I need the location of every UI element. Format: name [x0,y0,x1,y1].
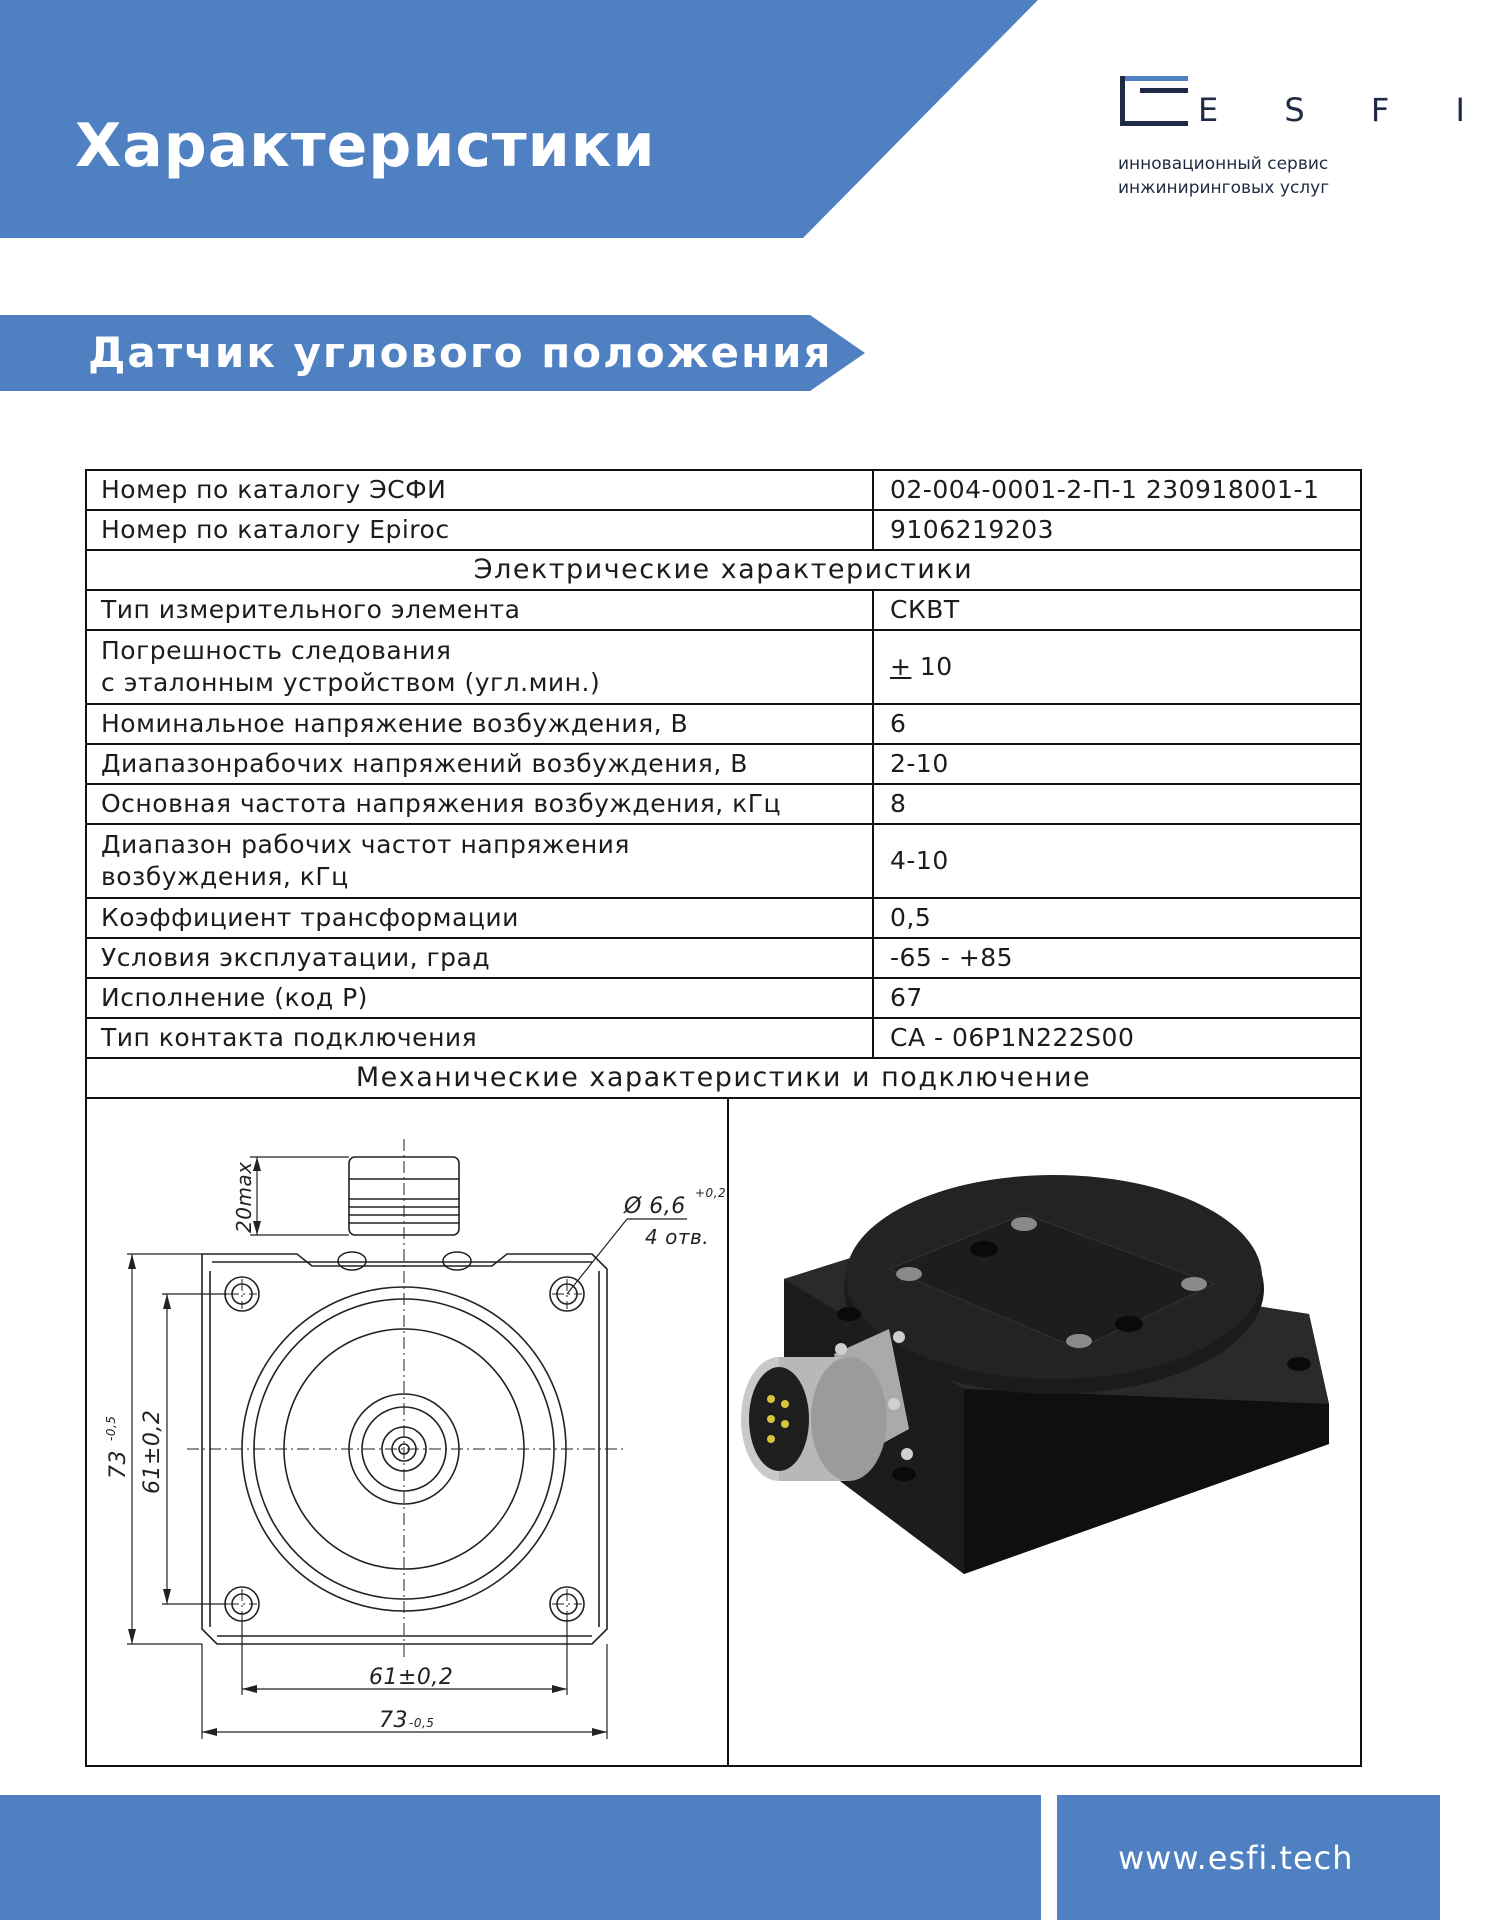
dim-height-total-tol: -0,5 [104,1415,118,1441]
row-label: Условия эксплуатации, град [86,938,873,978]
row-value: 9106219203 [873,510,1361,550]
logo-wordmark: E S F I [1198,91,1493,129]
row-label-line2: возбуждения, кГц [101,862,349,891]
row-value: СА - 06Р1N222S00 [873,1018,1361,1058]
row-label: Коэффициент трансформации [86,898,873,938]
table-row [86,938,1361,978]
table-row [86,470,1361,510]
row-label: Номер по каталогу Epiroc [86,510,873,550]
row-label-line1: Погрешность следования [101,636,452,665]
row-value: 2-10 [873,744,1361,784]
row-value: 02-004-0001-2-П-1 230918001-1 [873,470,1361,510]
row-label: Номер по каталогу ЭСФИ [86,470,873,510]
section-title: Датчик углового положения [88,328,833,377]
table-row [86,510,1361,550]
sensor-image [729,1099,1360,1765]
row-label: Исполнение (код Р) [86,978,873,1018]
footer-band-left [0,1795,1041,1920]
row-value: СКВТ [873,590,1361,630]
row-value: -65 - +85 [873,938,1361,978]
row-label: Номинальное напряжение возбуждения, В [86,704,873,744]
row-label: Тип контакта подключения [86,1018,873,1058]
page-title: Характеристики [75,111,656,181]
row-label [86,630,873,704]
dim-width-holes: 61±0,2 [369,1665,454,1690]
row-value: 4-10 [873,824,1361,898]
figure-cell [86,1098,1361,1766]
table-row [86,898,1361,938]
row-value [873,630,1361,704]
mechanical-header: Механические характеристики и подключение [86,1058,1361,1098]
electrical-header: Электрические характеристики [86,550,1361,590]
row-value-number: 10 [919,652,953,681]
table-section-row [86,1058,1361,1098]
figure-row [86,1098,1361,1766]
dim-height-holes: 61±0,2 [140,1409,165,1494]
brand-tagline-line2: инжиниринговых услуг [1118,178,1330,198]
row-label-line2: с эталонным устройством (угл.мин.) [101,668,601,697]
table-row [86,1018,1361,1058]
dim-hole-diameter: Ø 6,6 [624,1194,686,1219]
brand-tagline-line1: инновационный сервис [1118,154,1329,174]
dim-connector: 20max [232,1161,256,1233]
plus-minus-sign: + [890,652,912,681]
row-label-line1: Диапазон рабочих частот напряжения [101,830,630,859]
row-label: Диапазонрабочих напряжений возбуждения, В [86,744,873,784]
row-label: Тип измерительного элемента [86,590,873,630]
technical-drawing [87,1099,729,1765]
dim-hole-tol: +0,2 [695,1186,727,1200]
dim-width-total-tol: -0,5 [409,1716,435,1730]
row-label: Основная частота напряжения возбуждения, кГц [86,784,873,824]
drawing-svg [87,1099,727,1765]
dim-width-total: 73 [379,1708,408,1733]
table-row [86,784,1361,824]
table-row [86,630,1361,704]
website-link[interactable]: www.esfi.tech [1118,1839,1354,1877]
table-row [86,590,1361,630]
table-section-row [86,550,1361,590]
dim-height-total: 73 [106,1450,131,1479]
row-label [86,824,873,898]
spec-table [85,469,1362,1767]
row-value: 8 [873,784,1361,824]
table-row [86,704,1361,744]
table-row [86,824,1361,898]
table-row [86,978,1361,1018]
row-value: 6 [873,704,1361,744]
row-value: 0,5 [873,898,1361,938]
dim-hole-count: 4 отв. [645,1225,710,1249]
product-photo [729,1099,1360,1765]
row-value: 67 [873,978,1361,1018]
table-row [86,744,1361,784]
